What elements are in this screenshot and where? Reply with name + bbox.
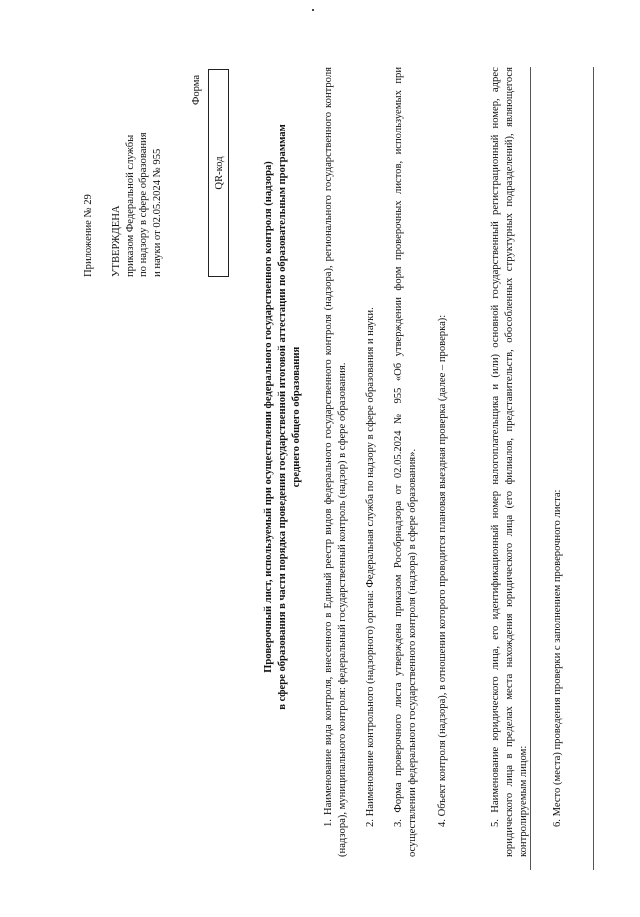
item-form-approval: 3. Форма проверочного листа утверждена приказом Рособрнадзора от 02.05.2024 № 955 «Об утверждении форм проверочных листов, используемых при осуществлении федерального государственного контроля (надзора) в сфере образования». <box>393 67 418 857</box>
title-line: в сфере образования в части порядка проведения государственной итоговой аттестации по образовательным программам <box>277 124 288 710</box>
appendix-number: Приложение № 29 <box>83 194 94 277</box>
fill-in-line <box>530 67 531 870</box>
item-control-object: 4. Объект контроля (надзора), в отношении которого проводится плановая выездная проверка (далее – проверка): <box>437 314 448 827</box>
item-legal-entity: 5. Наименование юридического лица, его идентификационный номер налогоплательщика и (или) основной государственный регистрационный номер, адрес юридического лица в пределах места нахождения юридического лица (его филиалов, представительств, обособленных структурных подразделений), являющегося контролируемым лицом: <box>490 67 529 857</box>
scan-speck <box>312 9 314 11</box>
approval-line: и науки от 02.05.2024 № 955 <box>151 148 163 277</box>
qr-code-placeholder: QR-код <box>208 69 229 277</box>
approval-line: по надзору в сфере образования <box>138 132 149 277</box>
item-control-body: 2. Наименование контрольного (надзорного) органа: Федеральная служба по надзору в сфере образования и науки. <box>365 307 376 827</box>
form-label: Форма <box>191 74 202 105</box>
item-control-type: 1. Наименование вида контроля, внесенного в Единый реестр видов федерального государственного контроля (надзора), регионального государственного контроля (надзора), муниципального контроля: федеральный государственный контроль (надзор) в сфере образования. <box>323 67 348 857</box>
title-line: среднего общего образования <box>291 346 302 488</box>
document-title <box>262 0 304 847</box>
fill-in-line <box>593 67 594 870</box>
approval-line: УТВЕРЖДЕНА <box>111 205 122 277</box>
item-inspection-place: 6. Место (места) проведения проверки с заполнением проверочного листа: <box>552 489 563 827</box>
approval-line: приказом Федеральной службы <box>124 134 136 277</box>
title-line: Проверочный лист, используемый при осуществлении федерального государственного контроля (надзора) <box>263 161 274 673</box>
approval-stamp <box>110 37 164 277</box>
